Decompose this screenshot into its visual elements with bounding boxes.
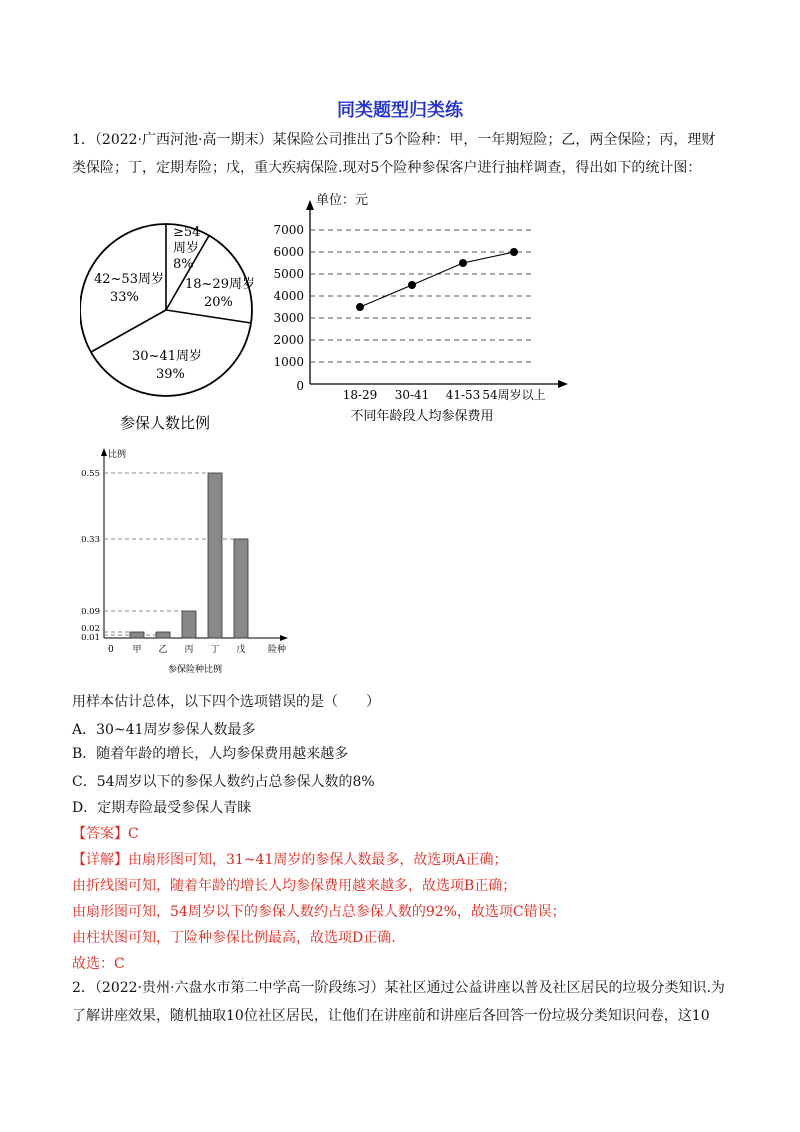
bar-x-tick-label: 戊 <box>236 645 246 655</box>
y-tick-label: 1000 <box>273 355 304 369</box>
bar-y-tick-label: 0.33 <box>81 535 100 545</box>
bar-x-label: 险种 <box>268 645 287 655</box>
y-tick-label: 7000 <box>273 223 304 237</box>
line-chart-unit: 单位：元 <box>316 193 369 208</box>
bar-chart <box>72 440 302 680</box>
pie-slice-pct: 8% <box>173 257 194 272</box>
pie-caption: 参保人数比例 <box>120 414 211 432</box>
pie-slice-label: 42~53周岁 <box>94 272 164 287</box>
explanation-line: 故选：C <box>72 956 125 972</box>
bar <box>208 473 222 638</box>
x-tick-label: 18-29 <box>342 388 378 402</box>
data-point <box>459 259 467 267</box>
option-a: A．30~41周岁参保人数最多 <box>72 722 256 738</box>
option-c: C．54周岁以下的参保人数约占总参保人数的8% <box>72 774 375 790</box>
pie-slice-label: 周岁 <box>173 241 200 256</box>
bar-x-tick-label: 乙 <box>158 645 168 655</box>
data-point <box>408 281 416 289</box>
line-chart <box>272 184 582 434</box>
y-tick-label: 3000 <box>273 311 304 325</box>
y-tick-label: 6000 <box>273 245 304 259</box>
x-tick-label: 54周岁以上 <box>482 388 546 402</box>
y-tick-label: 2000 <box>273 333 304 347</box>
question-2-number: 2． <box>72 980 95 996</box>
page-title: 同类题型归类练 <box>337 100 463 121</box>
y-axis-arrow <box>306 200 314 210</box>
bar-y-tick-label: 0.09 <box>81 607 100 617</box>
question-1-source: （2022·广西河池·高一期末） <box>94 132 273 148</box>
y-tick-label: 5000 <box>273 267 304 281</box>
option-d: D．定期寿险最受参保人青睐 <box>72 800 252 816</box>
answer: 【答案】C <box>72 826 139 842</box>
question-1-prompt: 用样本估计总体，以下四个选项错误的是（ ） <box>72 694 380 710</box>
pie-chart <box>80 210 270 440</box>
explanation-line: 由扇形图可知，54周岁以下的参保人数约占总参保人数的92%，故选项C错误； <box>72 904 566 920</box>
question-1-stem-line2: 类保险；丁，定期寿险；戊，重大疾病保险.现对5个险种参保客户进行抽样调查，得出如下的统计图： <box>72 160 702 176</box>
data-point <box>510 248 518 256</box>
explanation-line: 由折线图可知，随着年龄的增长人均参保费用越来越多，故选项B正确； <box>72 878 517 894</box>
question-2-source: （2022·贵州·六盘水市第二中学高一阶段练习） <box>94 980 385 996</box>
question-1-stem <box>72 126 736 182</box>
pie-slice-label: ≥54 <box>173 225 201 240</box>
bar <box>130 632 144 638</box>
explanation-line: 由柱状图可知，丁险种参保比例最高，故选项D正确. <box>72 930 396 946</box>
bar-y-tick-label: 0.01 <box>81 633 100 643</box>
x-axis-arrow <box>558 380 568 388</box>
bar <box>234 539 248 638</box>
x-tick-label: 30-41 <box>394 388 430 402</box>
pie-slice-pct: 20% <box>204 295 233 310</box>
bar-origin: 0 <box>108 645 114 655</box>
pie-slice-label: 30~41周岁 <box>132 349 202 364</box>
pie-slice-label: 18~29周岁 <box>185 277 255 292</box>
line-chart-caption: 不同年龄段人均参保费用 <box>350 409 494 424</box>
option-b: B．随着年龄的增长，人均参保费用越来越多 <box>72 746 349 762</box>
question-2-stem-line2: 了解讲座效果，随机抽取10位社区居民，让他们在讲座前和讲座后各回答一份垃圾分类知识问卷，这10 <box>72 1008 710 1024</box>
question-2-stem <box>72 974 736 1030</box>
y-tick-label: 0 <box>296 379 304 393</box>
question-2-stem-line1: 某社区通过公益讲座以普及社区居民的垃圾分类知识.为 <box>384 980 725 996</box>
bar-chart-caption: 参保险种比例 <box>167 665 223 675</box>
explanation-line: 【详解】由扇形图可知，31~41周岁的参保人数最多，故选项A正确； <box>72 852 508 868</box>
bar-x-axis-arrow <box>280 635 288 641</box>
x-tick-label: 41-53 <box>445 388 481 402</box>
bar-x-tick-label: 丁 <box>210 645 220 655</box>
bar-y-tick-label: 0.55 <box>81 469 100 479</box>
line-series <box>360 252 514 307</box>
bar-y-axis-arrow <box>101 448 107 456</box>
bar-x-tick-label: 甲 <box>132 645 142 655</box>
y-tick-label: 4000 <box>273 289 304 303</box>
bar-chart-y-label: 比例 <box>108 450 127 460</box>
question-1-stem-line1: 某保险公司推出了5个险种：甲，一年期短险；乙，两全保险；丙，理财 <box>272 132 716 148</box>
pie-slice-pct: 33% <box>110 290 139 305</box>
bar <box>156 632 170 638</box>
bar <box>182 611 196 638</box>
pie-slice-pct: 39% <box>156 367 185 382</box>
bar-x-tick-label: 丙 <box>184 645 194 655</box>
data-point <box>356 303 364 311</box>
bar-y-tick-label: 0.02 <box>81 624 100 634</box>
question-1-number: 1． <box>72 132 95 148</box>
